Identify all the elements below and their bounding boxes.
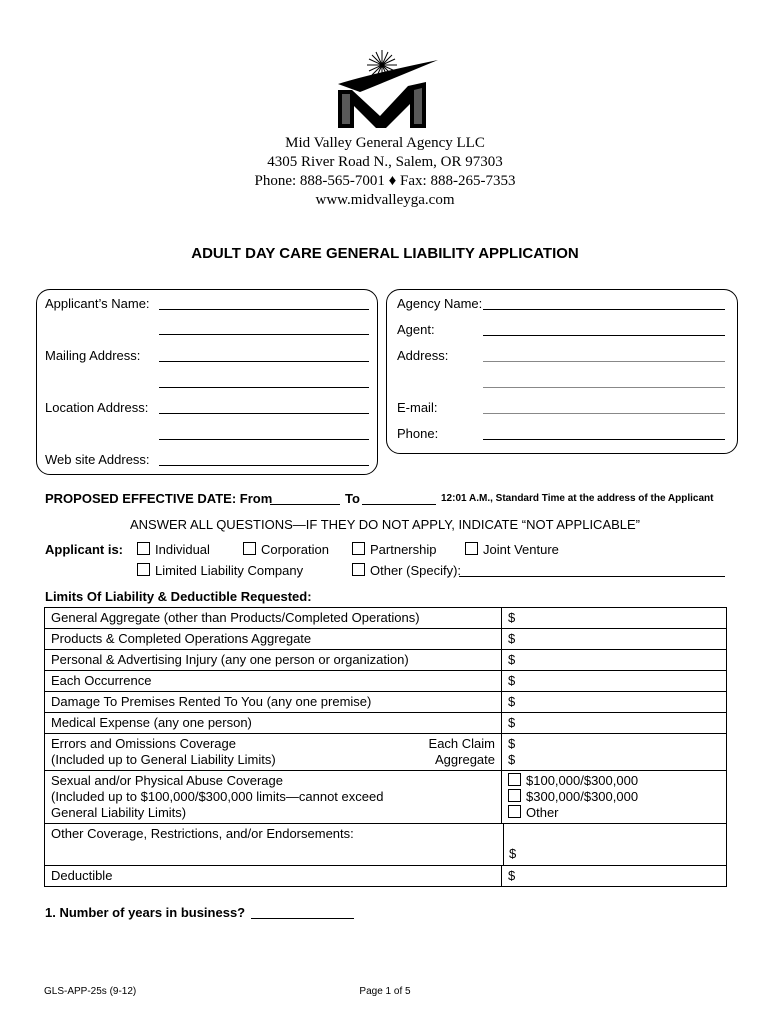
checkbox[interactable] (352, 542, 365, 555)
applicant-type-corporation[interactable]: Corporation (243, 542, 329, 557)
years-in-business-field[interactable] (251, 918, 354, 919)
limit-label: Damage To Premises Rented To You (any one premise) (45, 692, 502, 713)
checkbox[interactable] (508, 789, 521, 802)
limit-amount-field[interactable]: $ (502, 713, 727, 734)
effective-time-note: 12:01 A.M., Standard Time at the address of the Applicant (441, 493, 714, 504)
table-row (45, 713, 727, 734)
effective-from-label: PROPOSED EFFECTIVE DATE: From (45, 491, 273, 506)
agency-address-field[interactable] (483, 361, 725, 362)
limit-amount-field[interactable]: $ (502, 650, 727, 671)
document-title: ADULT DAY CARE GENERAL LIABILITY APPLICATION (191, 245, 579, 262)
email-field[interactable] (483, 413, 725, 414)
answer-all-instruction: ANSWER ALL QUESTIONS—IF THEY DO NOT APPLY, INDICATE “NOT APPLICABLE” (129, 517, 641, 532)
phone-label: Phone: (397, 426, 439, 441)
agency-name-field[interactable] (483, 309, 725, 310)
effective-from-field[interactable] (270, 504, 340, 505)
mailing-address-field[interactable] (159, 361, 369, 362)
table-row (45, 608, 727, 629)
applicant-type-llc[interactable]: Limited Liability Company (137, 563, 303, 578)
agency-name-label: Agency Name: (397, 296, 483, 311)
applicant-type-other[interactable]: Other (Specify): (352, 563, 461, 578)
location-address-label: Location Address: (45, 400, 149, 415)
agency-address-field-2[interactable] (483, 387, 725, 388)
limit-amount-field[interactable]: $ (502, 608, 727, 629)
form-id: GLS-APP-25s (9-12) (44, 986, 137, 997)
checkbox[interactable] (243, 542, 256, 555)
limit-amount-field[interactable]: $ (502, 629, 727, 650)
applicant-name-label: Applicant’s Name: (45, 296, 150, 311)
table-row (45, 671, 727, 692)
company-website: www.midvalleyga.com (315, 192, 455, 208)
checkbox[interactable] (352, 563, 365, 576)
email-label: E-mail: (397, 400, 438, 415)
phone-field[interactable] (483, 439, 725, 440)
agent-field[interactable] (483, 335, 725, 336)
table-row (45, 692, 727, 713)
limits-heading: Limits Of Liability & Deductible Requested: (45, 589, 312, 604)
deductible-label: Deductible (45, 866, 502, 887)
abuse-options-cell (502, 771, 727, 824)
effective-to-field[interactable] (362, 504, 436, 505)
website-label: Web site Address: (45, 452, 150, 467)
company-address: 4305 River Road N., Salem, OR 97303 (267, 154, 503, 170)
applicant-info-box (36, 289, 378, 475)
abuse-option-other[interactable]: Other (508, 805, 720, 821)
company-logo (330, 46, 440, 130)
abuse-option-300-300[interactable]: $300,000/$300,000 (508, 789, 720, 805)
limit-amount-field[interactable]: $ (502, 671, 727, 692)
table-row (45, 824, 727, 866)
limit-label: Medical Expense (any one person) (45, 713, 502, 734)
checkbox[interactable] (508, 773, 521, 786)
table-row (45, 650, 727, 671)
abuse-coverage-cell: Sexual and/or Physical Abuse Coverage (Included up to $100,000/$300,000 limits—cannot exceed General Liability Limits) (45, 771, 502, 824)
table-row (45, 734, 727, 771)
applicant-name-field-2[interactable] (159, 334, 369, 335)
limit-label: General Aggregate (other than Products/Completed Operations) (45, 608, 502, 629)
website-field[interactable] (159, 465, 369, 466)
table-row (45, 629, 727, 650)
applicant-type-joint-venture[interactable]: Joint Venture (465, 542, 559, 557)
effective-to-label: To (345, 491, 360, 506)
agency-address-label: Address: (397, 348, 449, 363)
company-name: Mid Valley General Agency LLC (285, 135, 485, 151)
location-address-field[interactable] (159, 413, 369, 414)
limit-label: Each Occurrence (45, 671, 502, 692)
applicant-type-individual[interactable]: Individual (137, 542, 210, 557)
eo-amount-field[interactable]: $ $ (502, 734, 727, 771)
company-phone-fax: Phone: 888-565-7001 ♦ Fax: 888-265-7353 (254, 173, 516, 189)
mailing-address-label: Mailing Address: (45, 348, 141, 363)
mailing-address-field-2[interactable] (159, 387, 369, 388)
deductible-amount-field[interactable]: $ (502, 866, 727, 887)
page-number: Page 1 of 5 (359, 986, 411, 997)
limit-label: Personal & Advertising Injury (any one person or organization) (45, 650, 502, 671)
location-address-field-2[interactable] (159, 439, 369, 440)
checkbox[interactable] (137, 563, 150, 576)
checkbox[interactable] (137, 542, 150, 555)
applicant-name-field[interactable] (159, 309, 369, 310)
eo-coverage-cell: Errors and Omissions Coverage Each Claim (Included up to General Liability Limits) Aggregate (45, 734, 502, 771)
question-years-in-business: 1. Number of years in business? (45, 905, 246, 920)
other-coverage-cell[interactable]: Other Coverage, Restrictions, and/or Endorsements: $ (45, 824, 727, 866)
applicant-type-other-field[interactable] (459, 576, 725, 577)
abuse-option-100-300[interactable]: $100,000/$300,000 (508, 773, 720, 789)
limit-label: Products & Completed Operations Aggregate (45, 629, 502, 650)
agent-label: Agent: (397, 322, 435, 337)
checkbox[interactable] (465, 542, 478, 555)
applicant-type-label: Applicant is: (45, 542, 124, 557)
limits-table (44, 607, 727, 887)
agency-info-box (386, 289, 738, 454)
limit-amount-field[interactable]: $ (502, 692, 727, 713)
agency-header (0, 134, 770, 210)
checkbox[interactable] (508, 805, 521, 818)
applicant-type-partnership[interactable]: Partnership (352, 542, 436, 557)
table-row (45, 866, 727, 887)
table-row (45, 771, 727, 824)
